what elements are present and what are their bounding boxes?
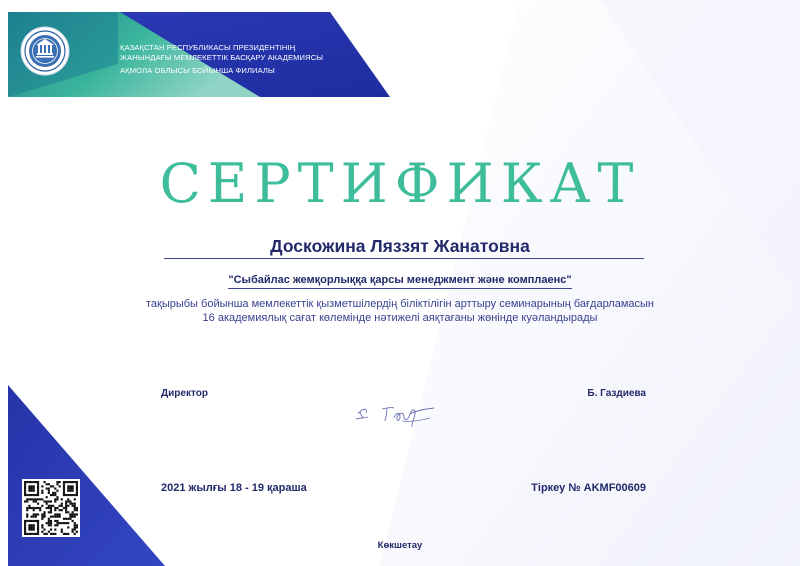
recipient-underline xyxy=(164,258,644,259)
academy-name-line-2: ЖАНЫНДАҒЫ МЕМЛЕКЕТТІК БАСҚАРУ АКАДЕМИЯСЫ xyxy=(120,53,324,62)
signatory-role: Директор xyxy=(161,388,208,399)
course-dates: 2021 жылғы 18 - 19 қараша xyxy=(161,482,307,494)
issue-city: Көкшетау xyxy=(377,540,423,551)
handwritten-signature xyxy=(350,400,442,430)
signatory-name: Б. Газдиева xyxy=(587,388,646,399)
certificate-title: СЕРТИФИКАТ xyxy=(159,152,641,215)
registration-number: Тіркеу № AKMF00609 xyxy=(531,482,646,494)
academy-name xyxy=(120,43,323,76)
certificate-body-line-1: тақырыбы бойынша мемлекеттік қызметшілердің біліктілігін арттыру семинарының бағдарламасын xyxy=(145,298,655,310)
qr-code xyxy=(22,479,80,537)
certificate-body xyxy=(0,298,800,325)
corner-decoration xyxy=(0,385,165,566)
recipient-name: Доскожина Ляззят Жанатовна xyxy=(270,236,530,256)
academy-name-line-1: ҚАЗАҚСТАН РЕСПУБЛИКАСЫ ПРЕЗИДЕНТІНІҢ xyxy=(120,43,296,52)
certificate-body-line-2: 16 академиялық сағат көлемінде нәтижелі аяқтағаны жөнінде куәландырады xyxy=(202,311,598,324)
course-topic: "Сыбайлас жемқорлыққа қарсы менеджмент және комплаенс" xyxy=(228,274,571,289)
branch-name: АҚМОЛА ОБЛЫСЫ БОЙЫНША ФИЛИАЛЫ xyxy=(120,66,275,75)
academy-emblem-icon xyxy=(20,26,70,76)
course-topic-wrapper xyxy=(0,270,800,289)
